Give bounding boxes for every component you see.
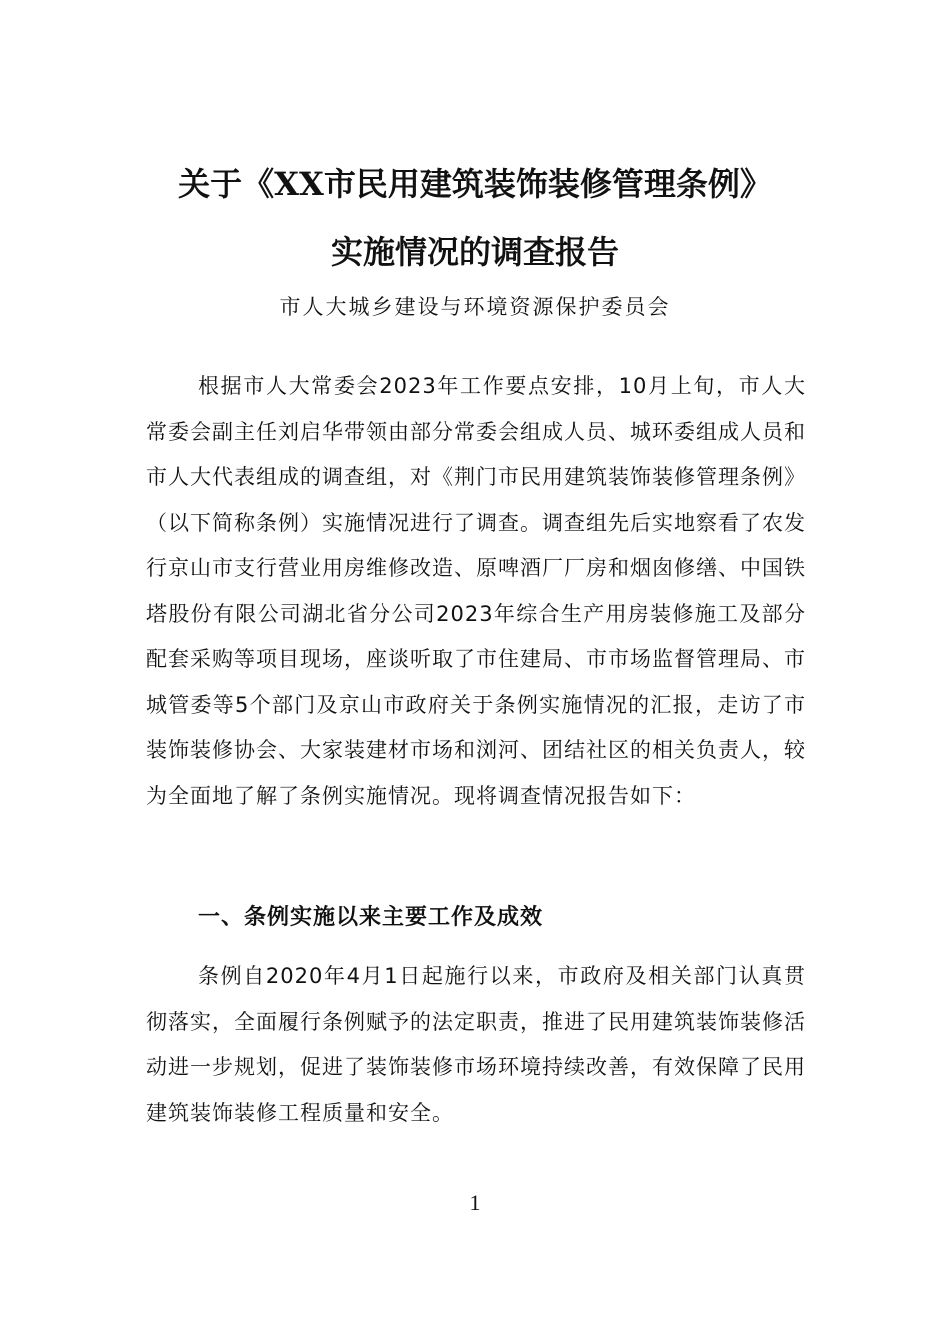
document-title-line-1: 关于《XX市民用建筑装饰装修管理条例》 [178, 165, 772, 203]
section-heading: 一、条例实施以来主要工作及成效 [198, 905, 544, 930]
document-title-line-2: 实施情况的调查报告 [330, 233, 619, 271]
document-subtitle: 市人大城乡建设与环境资源保护委员会 [279, 295, 671, 319]
page-number: 1 [469, 1190, 481, 1215]
body-paragraph-intro: 根据市人大常委会2023年工作要点安排，10月上旬，市人大常委会副主任刘启华带领由部分常委会组成人员、城环委组成人员和市人大代表组成的调查组，对《荆门市民用建筑装饰装修管理条例》（以下简称条例）实施情况进行了调查。调查组先后实地察看了农发行京山市支行营业用房维修改造、原啤酒厂厂房和烟囱修缮、中国铁塔股份有限公司湖北省分公司2023年综合生产用房装修施工及部分配套采购等项目现场，座谈听取了市住建局、市市场监督管理局、市城管委等5个部门及京山市政府关于条例实施情况的汇报，走访了市装饰装修协会、大家装建材市场和浏河、团结社区的相关负责人，较为全面地了解了条例实施情况。现将调查情况报告如下： [146, 374, 806, 808]
body-paragraph-section-1: 条例自2020年4月1日起施行以来，市政府及相关部门认真贯彻落实，全面履行条例赋予的法定职责，推进了民用建筑装饰装修活动进一步规划，促进了装饰装修市场环境持续改善，有效保障了民用建筑装饰装修工程质量和安全。 [146, 964, 806, 1125]
